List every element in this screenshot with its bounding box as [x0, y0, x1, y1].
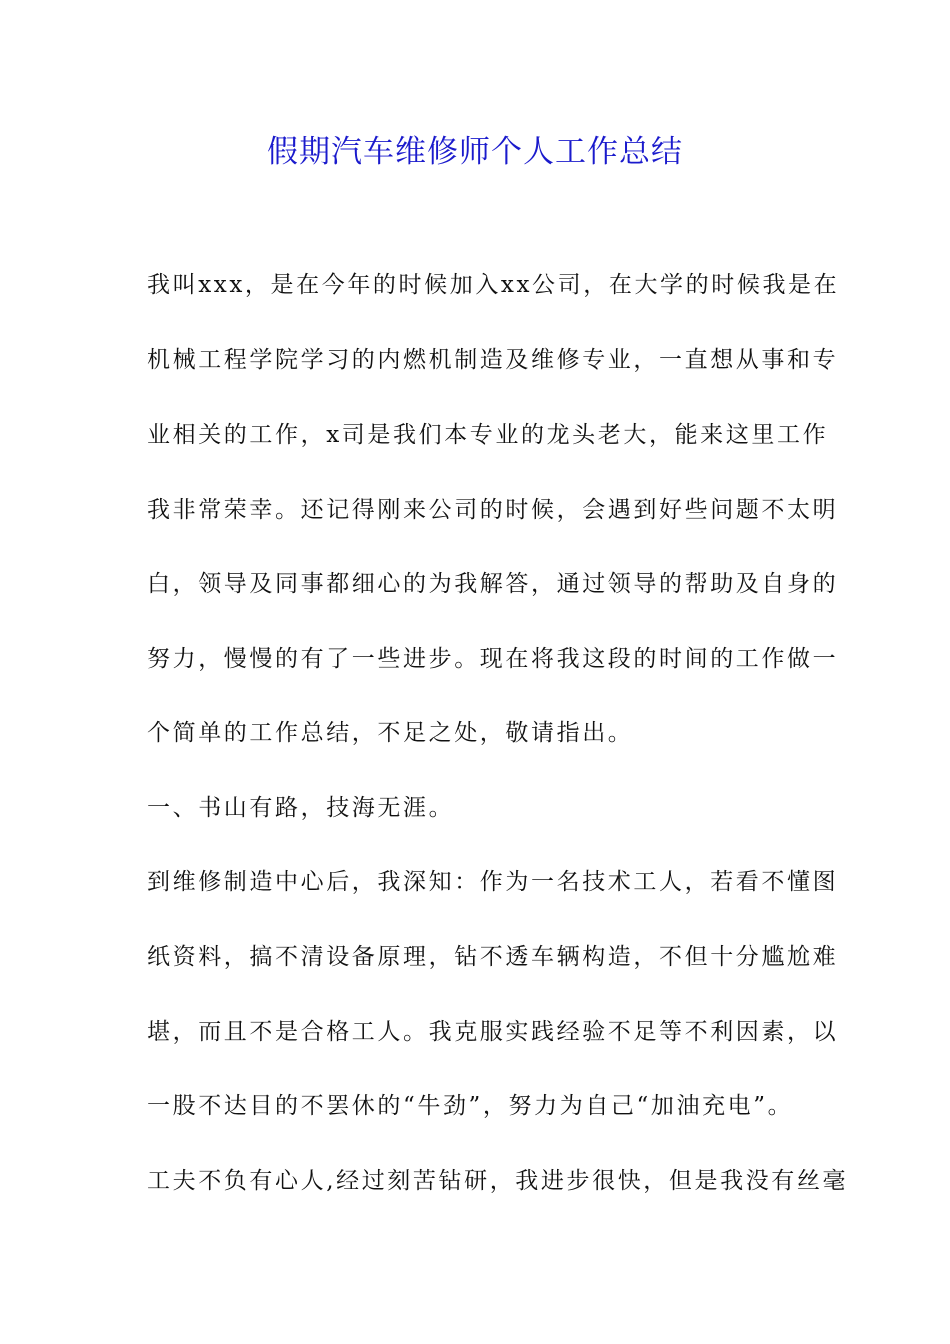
paragraph-line: 我非常荣幸。还记得刚来公司的时候，会遇到好些问题不太明 — [147, 497, 839, 523]
paragraph-line: 工夫不负有心人,经过刻苦钻研，我进步很快，但是我没有丝毫 — [147, 1168, 849, 1194]
paragraph-line: 堪，而且不是合格工人。我克服实践经验不足等不利因素，以 — [147, 1019, 839, 1045]
paragraph-line: 我叫xxx，是在今年的时候加入xx公司，在大学的时候我是在 — [147, 272, 840, 298]
paragraph-line: 努力，慢慢的有了一些进步。现在将我这段的时间的工作做一 — [147, 646, 839, 672]
paragraph-line: 业相关的工作，x司是我们本专业的龙头老大，能来这里工作 — [147, 422, 829, 448]
paragraph-line: 一股不达目的不罢休的“牛劲”，努力为自己“加油充电”。 — [147, 1093, 794, 1119]
paragraph-line: 纸资料，搞不清设备原理，钻不透车辆构造，不但十分尴尬难 — [147, 944, 839, 970]
document-title: 假期汽车维修师个人工作总结 — [267, 134, 683, 170]
paragraph-line: 白，领导及同事都细心的为我解答，通过领导的帮助及自身的 — [147, 571, 839, 597]
paragraph-line: 个简单的工作总结，不足之处，敬请指出。 — [147, 720, 634, 746]
paragraph-line: 到维修制造中心后，我深知：作为一名技术工人，若看不懂图 — [147, 869, 839, 895]
paragraph-line: 机械工程学院学习的内燃机制造及维修专业，一直想从事和专 — [147, 347, 839, 373]
section-heading: 一、书山有路，技海无涯。 — [147, 795, 455, 821]
